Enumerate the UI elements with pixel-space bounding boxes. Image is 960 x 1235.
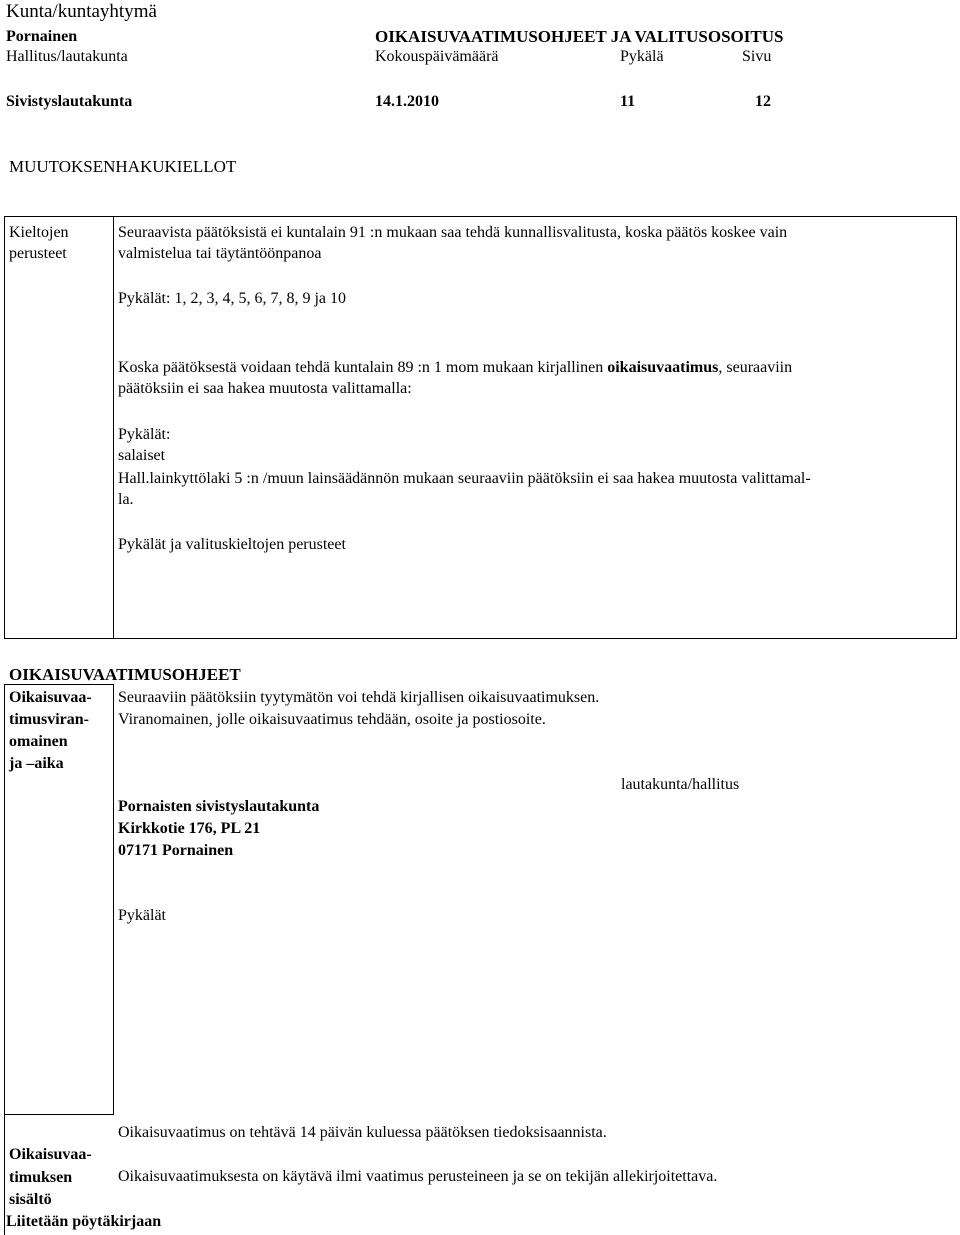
authority-name: Pornaisten sivistyslautakunta [118,798,320,815]
org-label: Kunta/kuntayhtymä [6,1,157,22]
ban-text-line-2: valmistelua tai täytäntöönpanoa [118,245,322,262]
body-value: Sivistyslautakunta [6,93,133,110]
section-value: 11 [620,93,636,110]
instructions-line-2: Viranomainen, jolle oikaisuvaatimus tehdään, osoite ja postiosoite. [118,711,546,728]
attachment-note: Liitetään pöytäkirjaan [6,1213,162,1230]
rectification-note-part-a: Koska päätöksestä voidaan tehdä kuntalain 89 :n 1 mom mukaan kirjallinen [118,359,608,376]
authority-label-1: Oikaisuvaa- [9,689,92,706]
appeal-bans-heading: MUUTOKSENHAKUKIELLOT [9,157,237,176]
instructions-divider [113,684,114,1114]
ban-grounds-label-2: perusteet [9,245,67,262]
appeal-bans-divider [113,216,114,639]
rectification-note-part-b: , seuraaviin [718,359,793,376]
rectification-note-line-2: päätöksiin ei saa hakea muutosta valittamalla: [118,380,412,397]
meeting-date-label: Kokouspäivämäärä [375,48,499,65]
sections-label: Pykälät: [118,426,171,443]
sections-and-grounds: Pykälät ja valituskieltojen perusteet [118,536,346,553]
ban-text-line-1: Seuraavista päätöksistä ei kuntalain 91 :n mukaan saa tehdä kunnallisvalitusta, koska päätös koskee vain [118,224,788,241]
document-title: OIKAISUVAATIMUSOHJEET JA VALITUSOSOITUS [375,27,784,46]
rectification-note-bold: oikaisuvaatimus [607,359,719,376]
authority-label-3: omainen [9,733,68,750]
page-value: 12 [755,93,771,110]
authority-label-2: timusviran- [9,711,89,728]
ban-sections: Pykälät: 1, 2, 3, 4, 5, 6, 7, 8, 9 ja 10 [118,290,346,307]
instructions-row-divider [4,1114,114,1115]
page-label: Sivu [742,48,772,65]
content-requirements-text: Oikaisuvaatimuksesta on käytävä ilmi vaatimus perusteineen ja se on tekijän allekirjoitettava. [118,1168,718,1185]
admin-law-note-line-2: la. [118,491,134,508]
section-label: Pykälä [620,48,664,65]
instructions-box-left-border [4,684,5,1235]
content-label-1: Oikaisuvaa- [9,1146,92,1163]
board-label: lautakunta/hallitus [621,776,740,793]
content-label-3: sisältö [9,1191,52,1208]
rectification-note-line-1 [118,358,792,378]
content-label-2: timuksen [9,1169,73,1186]
authority-street: Kirkkotie 176, PL 21 [118,820,261,837]
ban-grounds-label-1: Kieltojen [9,224,69,241]
instructions-sections: Pykälät [118,907,166,924]
deadline-text: Oikaisuvaatimus on tehtävä 14 päivän kuluessa päätöksen tiedoksisaannista. [118,1124,607,1141]
instructions-box-top-border [4,684,114,685]
body-label: Hallitus/lautakunta [6,48,128,65]
rectification-instructions-heading: OIKAISUVAATIMUSOHJEET [9,665,241,684]
authority-label-4: ja –aika [9,755,64,772]
admin-law-note-line-1: Hall.lainkyttölaki 5 :n /muun lainsäädännön mukaan seuraaviin päätöksiin ei saa hakea muutosta valittamal- [118,470,811,487]
meeting-date-value: 14.1.2010 [375,93,439,110]
authority-postcode: 07171 Pornainen [118,842,234,859]
instructions-line-1: Seuraaviin päätöksiin tyytymätön voi tehdä kirjallisen oikaisuvaatimuksen. [118,689,600,706]
secret-sections: salaiset [118,447,166,464]
org-value: Pornainen [6,28,78,45]
